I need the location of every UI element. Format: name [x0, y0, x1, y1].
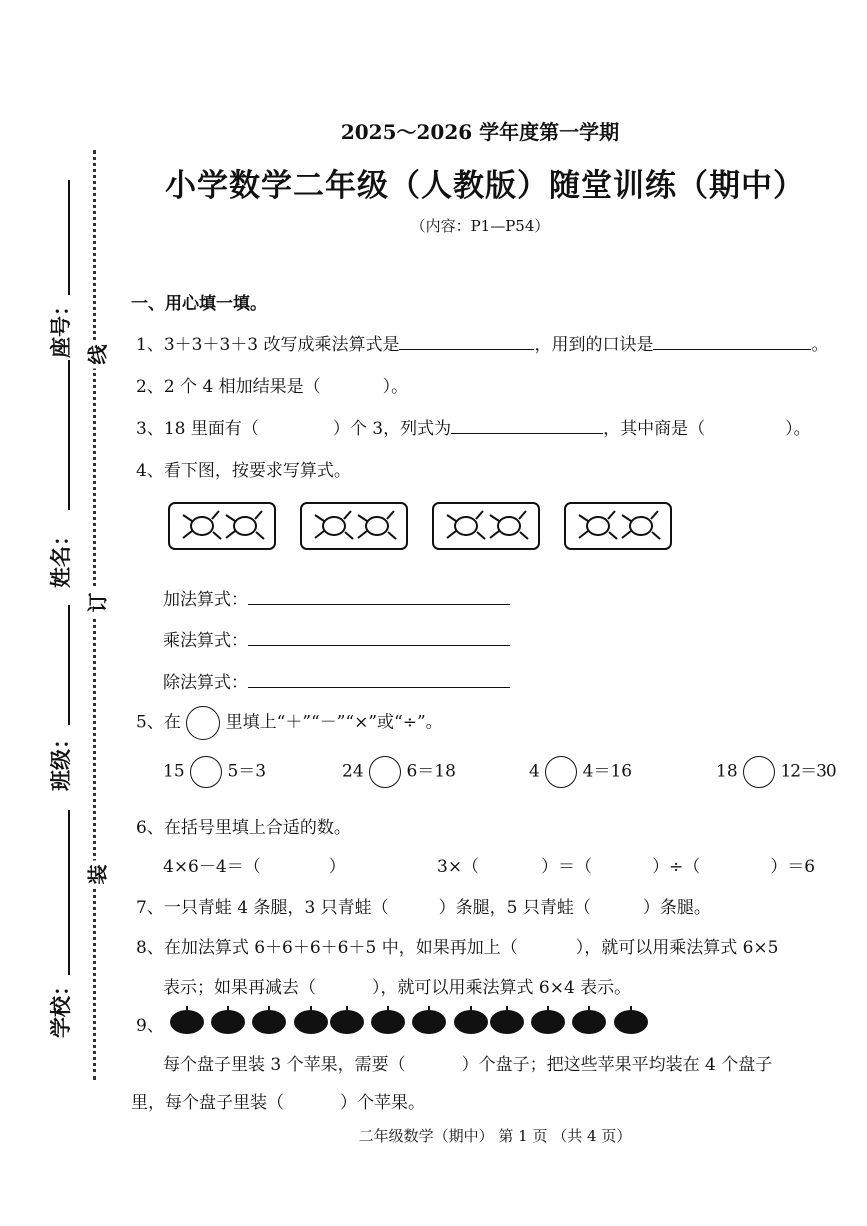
candy-box-4: [564, 502, 672, 550]
apple-icon: [572, 1010, 606, 1034]
question-9-line-2: 里，每个盘子里装（ ）个苹果。: [131, 1093, 425, 1113]
q5-item-3: 4 4＝16: [529, 756, 632, 788]
name-label: 姓名：: [49, 525, 73, 588]
operator-circle-1[interactable]: [190, 756, 222, 788]
division-blank[interactable]: [248, 669, 510, 688]
addition-row: 加法算式：: [163, 585, 510, 610]
question-9-line-1: 每个盘子里装 3 个苹果，需要（ ）个盘子；把这些苹果平均装在 4 个盘子: [163, 1055, 773, 1075]
apple-icon: [252, 1010, 286, 1034]
seat-line-bottom: [68, 360, 70, 510]
apple-icon: [412, 1010, 446, 1034]
addition-blank[interactable]: [248, 586, 510, 605]
page-footer: 二年级数学（期中） 第 1 页 （共 4 页）: [358, 1127, 632, 1145]
operator-circle-3[interactable]: [545, 756, 577, 788]
apple-icon: [490, 1010, 524, 1034]
section-heading: 一、用心填一填。: [131, 294, 267, 314]
binding-text-zhuang: 装: [82, 861, 111, 889]
class-line: [68, 810, 70, 975]
question-6: 6、在括号里填上合适的数。: [136, 818, 351, 838]
answer-blank-3[interactable]: [451, 415, 603, 434]
question-7: 7、一只青蛙 4 条腿，3 只青蛙（ ）条腿，5 只青蛙（ ）条腿。: [136, 898, 711, 918]
question-9-number: 9、: [136, 1016, 164, 1036]
name-line: [68, 605, 70, 725]
candy-icon: [434, 504, 538, 548]
apple-icon: [371, 1010, 405, 1034]
candy-box-2: [300, 502, 408, 550]
candy-icon: [170, 504, 274, 548]
school-label: 学校：: [49, 975, 73, 1038]
binding-text-ding: 订: [82, 589, 111, 617]
answer-blank-1b[interactable]: [653, 331, 811, 350]
question-8-line-2: 表示；如果再减去（ ），就可以用乘法算式 6×4 表示。: [163, 978, 632, 998]
question-4: 4、看下图，按要求写算式。: [136, 461, 351, 481]
operator-circle-4[interactable]: [743, 756, 775, 788]
candy-box-3: [432, 502, 540, 550]
candy-box-1: [168, 502, 276, 550]
division-row: 除法算式：: [163, 668, 510, 693]
seat-label: 座号：: [49, 295, 73, 358]
apple-icon: [454, 1010, 488, 1034]
question-2: 2、2 个 4 相加结果是（ ）。: [136, 377, 409, 397]
operator-circle-2[interactable]: [369, 756, 401, 788]
q6-expr-2: 3×（ ）＝（ ）÷（ ）＝6: [437, 857, 816, 877]
candy-icon: [302, 504, 406, 548]
q5-item-2: 24 6＝18: [342, 756, 456, 788]
binding-text-line: 线: [82, 341, 111, 369]
question-8-line-1: 8、在加法算式 6＋6＋6＋6＋5 中，如果再加上（ ），就可以用乘法算式 6×5: [136, 938, 779, 958]
answer-blank-1a[interactable]: [399, 331, 534, 350]
q6-expr-1: 4×6－4＝（ ）: [163, 857, 346, 877]
circle-icon: [186, 706, 220, 740]
apple-icon: [294, 1010, 328, 1034]
apple-icon: [330, 1010, 364, 1034]
apple-icon: [170, 1010, 204, 1034]
page-title: 小学数学二年级（人教版）随堂训练（期中）: [165, 168, 805, 204]
question-1: 1、3＋3＋3＋3 改写成乘法算式是 ，用到的口诀是 。: [136, 330, 828, 355]
q5-item-1: 15 5＝3: [163, 756, 266, 788]
candy-icon: [566, 504, 670, 548]
scope-subtitle: （内容：P1—P54）: [410, 217, 550, 235]
term-title: 2025～2026 学年度第一学期: [340, 120, 620, 144]
apple-icon: [531, 1010, 565, 1034]
q5-item-4: 18 12＝30: [716, 756, 836, 788]
class-label: 班级：: [49, 728, 73, 791]
question-3: 3、18 里面有（ ）个 3，列式为 ，其中商是（ ）。: [136, 414, 811, 439]
question-5: 5、在 里填上“＋”“－”“×”或“÷”。: [136, 706, 443, 740]
multiplication-row: 乘法算式：: [163, 626, 510, 651]
apple-icon: [211, 1010, 245, 1034]
apple-icon: [614, 1010, 648, 1034]
multiplication-blank[interactable]: [248, 627, 510, 646]
